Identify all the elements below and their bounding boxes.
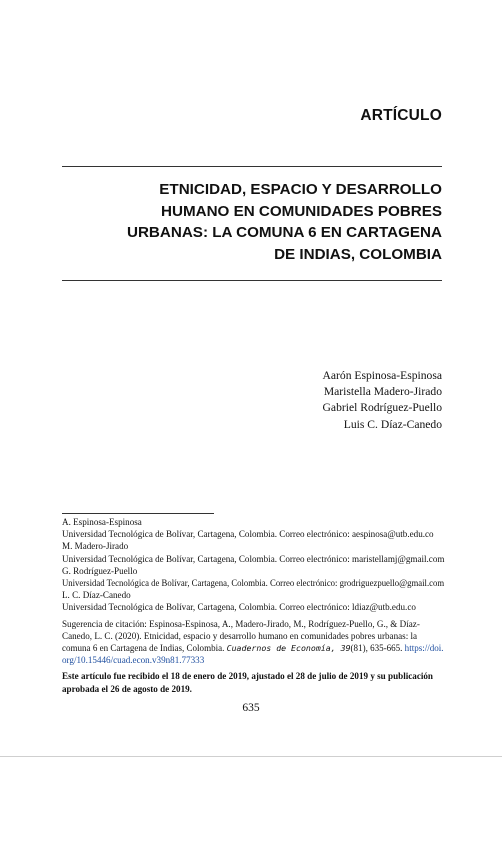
footnote-affiliation: Universidad Tecnológica de Bolívar, Cartagena, Colombia. Correo electrónico: maristellamj@gmail.com [62, 553, 445, 564]
footnote-affiliation: Universidad Tecnológica de Bolívar, Cartagena, Colombia. Correo electrónico: ldiaz@utb.edu.co [62, 602, 416, 613]
footnote-author [62, 565, 444, 589]
footnote-author-name: A. Espinosa-Espinosa [62, 517, 142, 527]
citation-line [62, 642, 444, 654]
title-bottom-rule [62, 280, 442, 281]
title-line: HUMANO EN COMUNIDADES POBRES [161, 202, 442, 220]
citation-text: (81), 635-665. [350, 643, 405, 654]
title-line: URBANAS: LA COMUNA 6 EN CARTAGENA [127, 224, 442, 241]
title-top-rule [62, 166, 442, 167]
author-name: Maristella Madero-Jirado [323, 385, 442, 399]
author-name: Luis C. Díaz-Canedo [343, 417, 442, 431]
received-line: aprobada el 26 de agosto de 2019. [62, 683, 192, 694]
footnotes [62, 516, 444, 695]
footnote-author [62, 540, 444, 564]
doi-link[interactable]: org/10.15446/cuad.econ.v39n81.77333 [62, 655, 205, 666]
title-line: DE INDIAS, COLOMBIA [274, 245, 442, 263]
citation-suggestion [62, 618, 444, 667]
footnote-author [62, 516, 444, 540]
footnote-author [62, 589, 444, 613]
author-name: Aarón Espinosa-Espinosa [322, 369, 442, 382]
article-title [72, 179, 442, 265]
section-label: ARTÍCULO [360, 107, 442, 124]
footnote-author-name: L. C. Díaz-Canedo [62, 590, 131, 601]
received-line: Este artículo fue recibido el 18 de enero de 2019, ajustado el 28 de julio de 2019 y su publicación [62, 671, 433, 682]
received-note [62, 670, 444, 694]
journal-name: Cuadernos de Economía, 39 [226, 643, 351, 654]
page-number: 635 [242, 702, 260, 714]
citation-line: Canedo, L. C. (2020). Etnicidad, espacio y desarrollo humano en comunidades pobres urbanas: la [62, 630, 418, 641]
footnote-author-name: M. Madero-Jirado [62, 541, 129, 552]
author-name: Gabriel Rodríguez-Puello [322, 401, 442, 415]
citation-line: Sugerencia de citación: Espinosa-Espinosa, A., Madero-Jirado, M., Rodríguez-Puello, G., & Díaz- [62, 618, 420, 629]
footnote-affiliation: Universidad Tecnológica de Bolívar, Cartagena, Colombia. Correo electrónico: grodriguezpuello@gmail.com [62, 578, 445, 589]
citation-line [62, 654, 444, 666]
doi-link[interactable]: https://doi. [404, 643, 444, 654]
author-list [323, 368, 442, 433]
footnote-affiliation: Universidad Tecnológica de Bolívar, Cartagena, Colombia. Correo electrónico: aespinosa@utb.edu.co [62, 529, 434, 540]
footnote-separator [62, 513, 214, 514]
page-bottom-edge [0, 756, 502, 757]
citation-text: comuna 6 en Cartagena de Indias, Colombia. [62, 643, 227, 654]
title-line: ETNICIDAD, ESPACIO Y DESARROLLO [159, 181, 442, 198]
footnote-author-name: G. Rodríguez-Puello [62, 565, 138, 576]
